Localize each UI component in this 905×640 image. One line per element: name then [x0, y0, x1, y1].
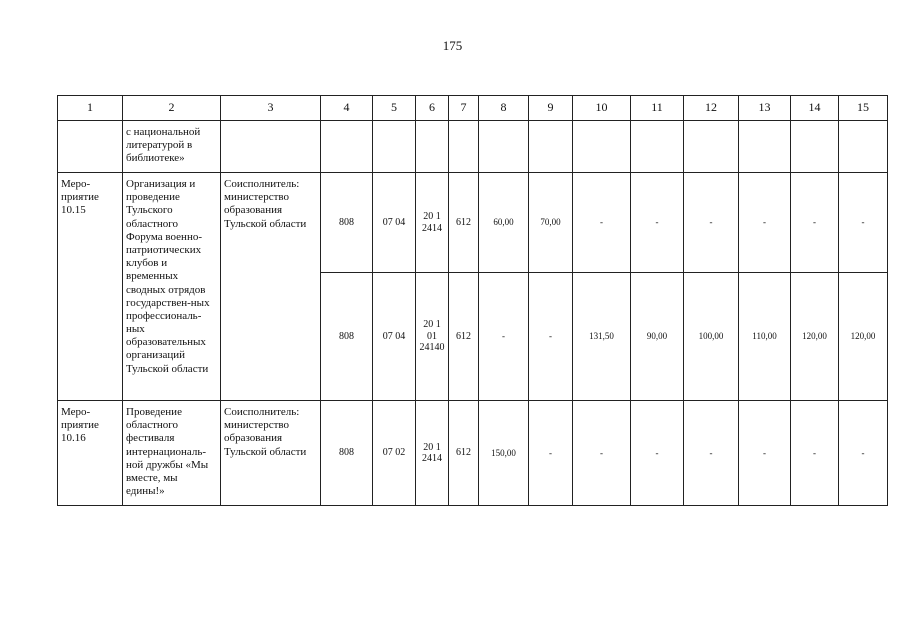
amount-cell: - — [573, 173, 631, 273]
budget-code-cell: 20 1 01 24140 — [416, 273, 449, 401]
column-header: 7 — [449, 96, 479, 121]
amount-cell: - — [839, 401, 888, 506]
column-header: 6 — [416, 96, 449, 121]
column-header: 9 — [529, 96, 573, 121]
budget-code-cell: 808 — [321, 401, 373, 506]
column-header: 12 — [684, 96, 739, 121]
column-header: 10 — [573, 96, 631, 121]
amount-cell: - — [791, 173, 839, 273]
amount-cell: 150,00 — [479, 401, 529, 506]
budget-table — [57, 95, 888, 506]
header-row — [58, 96, 888, 121]
budget-code-cell: 612 — [449, 273, 479, 401]
amount-cell: 60,00 — [479, 173, 529, 273]
amount-cell: - — [631, 173, 684, 273]
column-header: 5 — [373, 96, 416, 121]
table-row — [58, 121, 888, 173]
amount-cell: - — [791, 401, 839, 506]
amount-cell: 131,50 — [573, 273, 631, 401]
column-header: 13 — [739, 96, 791, 121]
column-header: 4 — [321, 96, 373, 121]
budget-code-cell: 808 — [321, 173, 373, 273]
column-header: 2 — [123, 96, 221, 121]
event-id: Меро-приятие 10.15 — [58, 173, 123, 401]
budget-code-cell: 612 — [449, 401, 479, 506]
column-header: 1 — [58, 96, 123, 121]
amount-cell: - — [573, 401, 631, 506]
event-executor: Соисполнитель: министерство образования Тульской области — [221, 401, 321, 506]
table-row — [58, 401, 888, 506]
budget-code-cell: 07 02 — [373, 401, 416, 506]
amount-cell: - — [631, 401, 684, 506]
amount-cell: - — [739, 173, 791, 273]
amount-cell: 70,00 — [529, 173, 573, 273]
continuation-text: с национальной литературой в библиотеке» — [123, 121, 221, 173]
table-row — [58, 173, 888, 273]
amount-cell: - — [839, 173, 888, 273]
amount-cell: - — [479, 273, 529, 401]
amount-cell: - — [529, 401, 573, 506]
column-header: 15 — [839, 96, 888, 121]
amount-cell: 120,00 — [839, 273, 888, 401]
budget-code-cell: 07 04 — [373, 273, 416, 401]
event-executor: Соисполнитель: министерство образования Тульской области — [221, 173, 321, 401]
column-header: 3 — [221, 96, 321, 121]
event-title: Проведение областного фестиваля интернациональ-ной дружбы «Мы вместе, мы едины!» — [123, 401, 221, 506]
budget-code-cell: 612 — [449, 173, 479, 273]
amount-cell: 100,00 — [684, 273, 739, 401]
column-header: 8 — [479, 96, 529, 121]
amount-cell: - — [684, 401, 739, 506]
column-header: 14 — [791, 96, 839, 121]
amount-cell: 120,00 — [791, 273, 839, 401]
amount-cell: 90,00 — [631, 273, 684, 401]
budget-code-cell: 07 04 — [373, 173, 416, 273]
budget-code-cell: 20 1 2414 — [416, 173, 449, 273]
amount-cell: 110,00 — [739, 273, 791, 401]
event-title: Организация и проведение Тульского областного Форума военно-патриотических клубов и временных сводных отрядов государствен-ных профессиональ-ных образовательных организаций Тульской области — [123, 173, 221, 401]
budget-code-cell: 20 1 2414 — [416, 401, 449, 506]
amount-cell: - — [739, 401, 791, 506]
budget-code-cell: 808 — [321, 273, 373, 401]
page-number: 175 — [442, 38, 463, 53]
amount-cell: - — [684, 173, 739, 273]
amount-cell: - — [529, 273, 573, 401]
column-header: 11 — [631, 96, 684, 121]
event-id: Меро-приятие 10.16 — [58, 401, 123, 506]
